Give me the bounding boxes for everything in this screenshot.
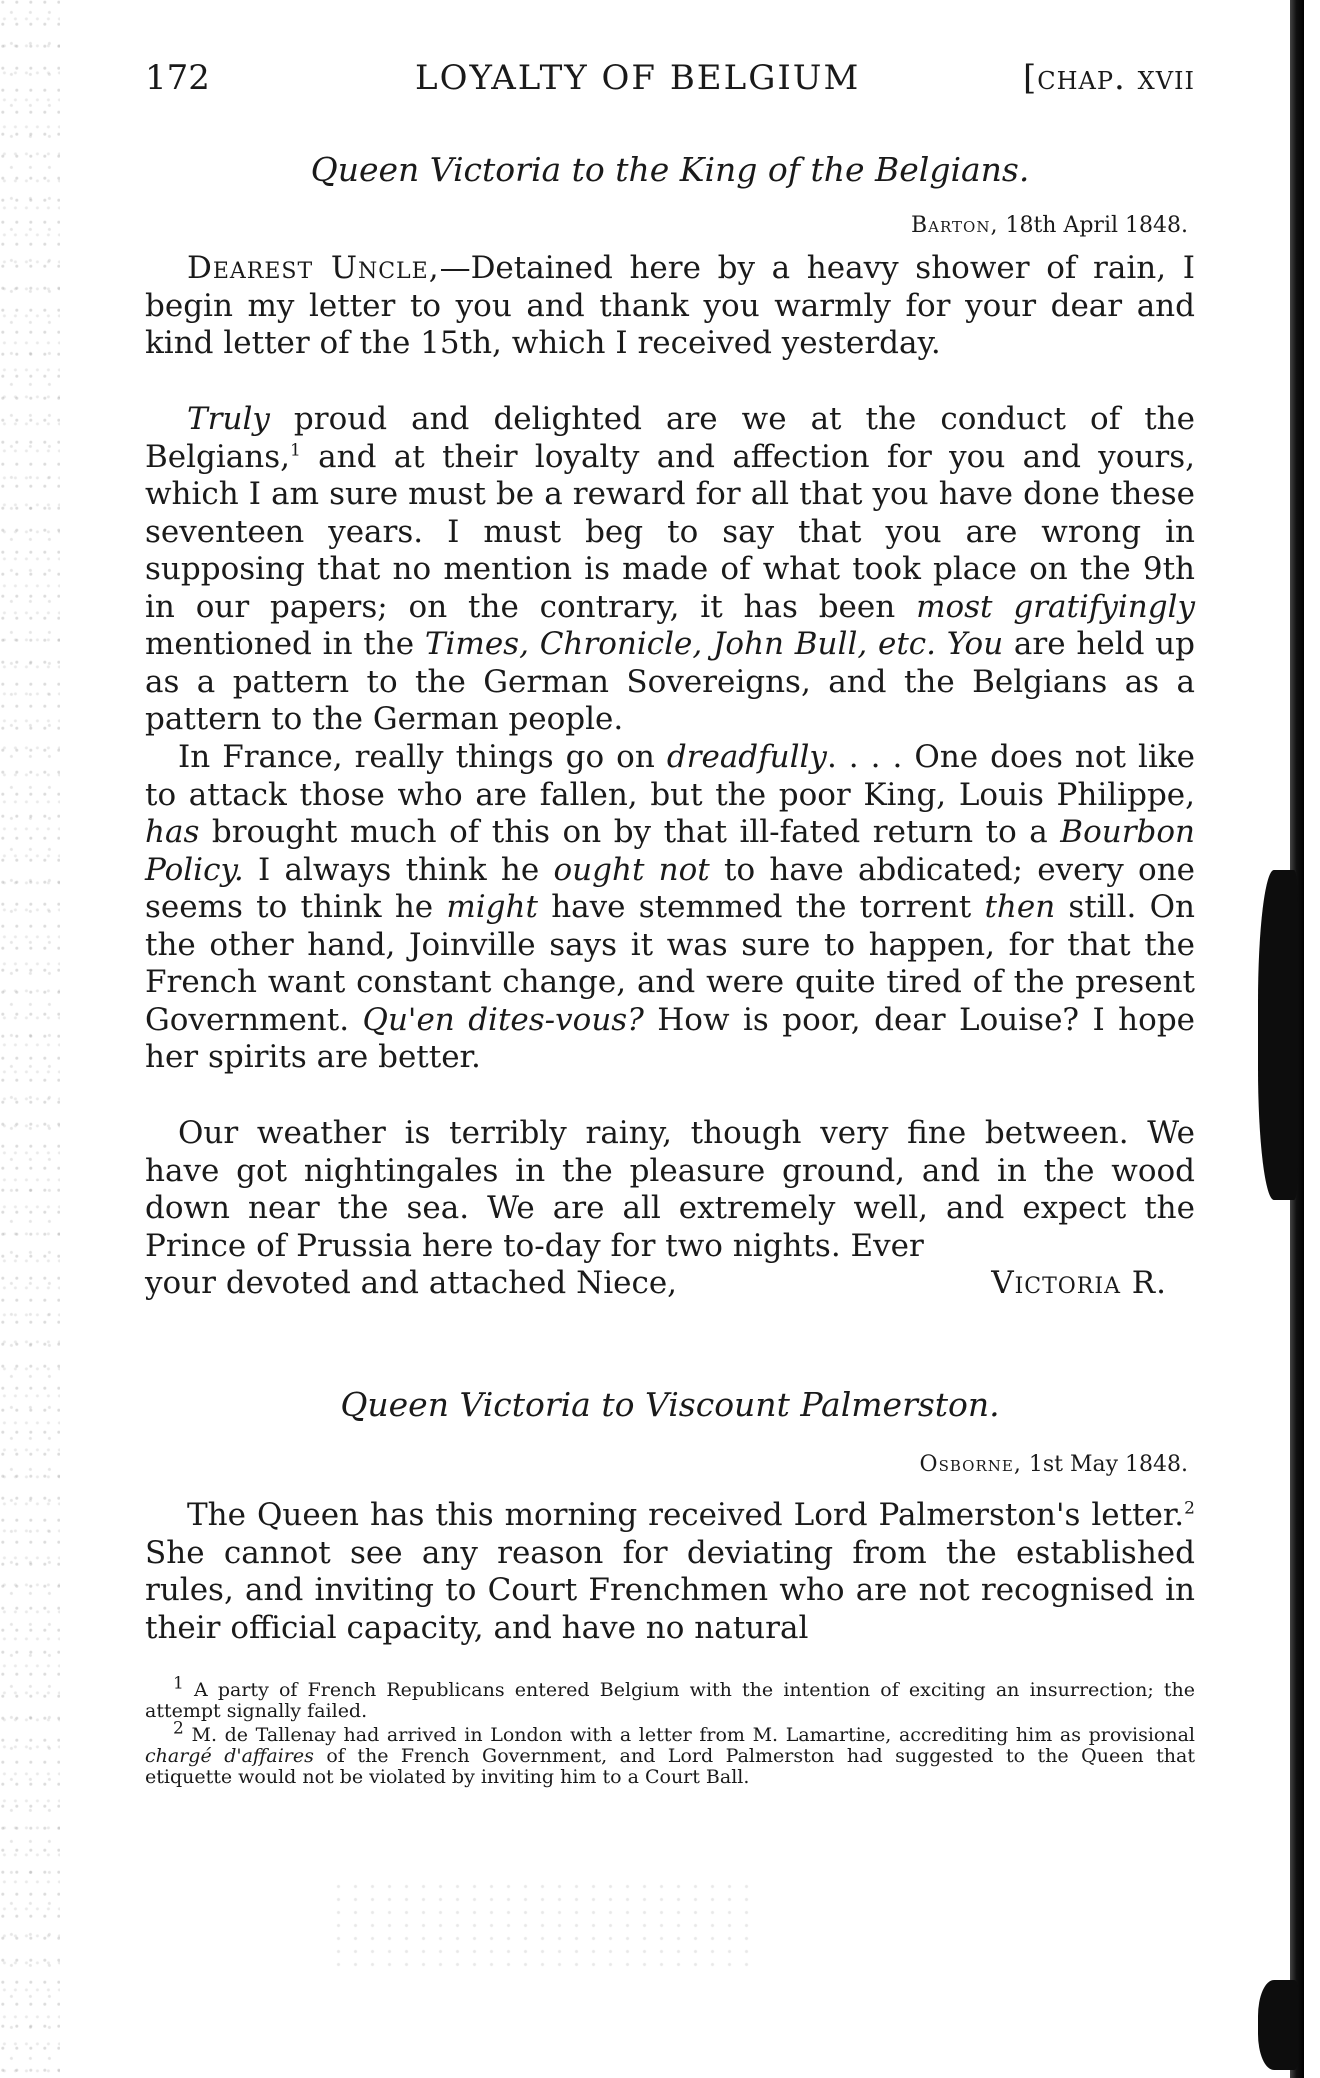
paragraph (145, 250, 1195, 363)
footnote-marker: 2 (173, 1718, 184, 1739)
paragraph-text: to have abdicated; every one seems to think he (145, 851, 1196, 925)
paragraph-text: She cannot see any reason for deviating from the established rules, and inviting to Court Frenchmen who are not recognised in their official capacity, and have no natural (145, 1534, 1195, 1646)
footnote (145, 1673, 1195, 1722)
emphasis: chargé d'affaires (145, 1745, 314, 1767)
letter-dateline (911, 213, 1188, 238)
footnotes (145, 1673, 1195, 1791)
footnote-text: M. de Tallenay had arrived in London with a letter from M. Lamartine, accrediting him as provisional (191, 1724, 1195, 1746)
dateline-date: 18th April 1848. (1005, 213, 1188, 238)
emphasis: has (145, 814, 200, 850)
paragraph (145, 1115, 1195, 1265)
paragraph (145, 1497, 1195, 1647)
footnote-ref: 1 (290, 440, 301, 461)
dateline-date: 1st May 1848. (1028, 1452, 1188, 1477)
footnote-text: A party of French Republicans entered Belgium with the intention of exciting an insurrection; the attempt signally failed. (145, 1679, 1195, 1722)
emphasis: Truly (187, 401, 270, 437)
emphasis: ought not (553, 851, 710, 888)
emphasis: Qu'en dites-vous? (362, 1001, 644, 1038)
chapter-reference: [chap. xvii (1022, 58, 1195, 98)
paragraph-text: The Queen has this morning received Lord Palmerston's letter. (187, 1497, 1185, 1533)
emphasis: then (984, 889, 1056, 925)
footnote-ref: 2 (1184, 1498, 1195, 1519)
emphasis: Times, Chronicle, John Bull, etc. (424, 626, 936, 662)
paragraph-text: and at their loyalty and affection for you and yours, which I am sure must be a reward for all that you have done these seventeen years. I must beg to say that you are wrong in supposing that no mention is made of what took place on the 9th in our papers; on the contrary, it has been (145, 438, 1195, 625)
emphasis: dreadfully (666, 739, 827, 775)
page-number: 172 (145, 58, 210, 98)
paragraph-text: In France, really things go on (178, 739, 667, 775)
emphasis: Bourbon Policy. (145, 814, 1195, 888)
dateline-place: Osborne, (919, 1452, 1022, 1477)
running-header (145, 58, 1195, 108)
dateline-place: Barton, (911, 213, 999, 238)
paragraph-text: I always think he (243, 851, 554, 888)
footnote (145, 1718, 1195, 1788)
emphasis: most gratifyingly (916, 588, 1195, 625)
emphasis: might (446, 889, 538, 925)
footnote-marker: 1 (173, 1673, 184, 1694)
letter-heading: Queen Victoria to Viscount Palmerston. (340, 1385, 1000, 1424)
paragraph-text: Our weather is terribly rainy, though very fine between. We have got nightingales in the pleasure ground, and in the wood down near the sea. We are all extremely well, and expect the Prince of Prussia here to-day for two nights. Ever (145, 1115, 1195, 1264)
paragraph-text: have stemmed the torrent (537, 889, 985, 925)
footnote-text: of the French Government, and Lord Palmerston had suggested to the Queen that etiquette would not be violated by inviting him to a Court Ball. (145, 1745, 1195, 1788)
closing-line (145, 1265, 1195, 1303)
paragraph-text: are held up as a pattern to the German Sovereigns, and the Belgians as a pattern to the German people. (145, 626, 1195, 737)
salutation: Dearest Uncle, (187, 250, 440, 286)
scan-shadow-blot (1258, 870, 1298, 1200)
scan-bottom-speckle (330, 1880, 750, 1970)
paragraph-text: —Detained here by a heavy shower of rain, I begin my letter to you and thank you warmly for your dear and kind letter of the 15th, which I received yesterday. (145, 250, 1195, 361)
paragraph (145, 401, 1195, 739)
paragraph-text: proud and delighted are we at the conduct of the Belgians, (145, 401, 1195, 475)
scan-margin-speckle (0, 0, 60, 2078)
scan-shadow-blot (1258, 1980, 1298, 2070)
signature: Victoria R. (991, 1265, 1167, 1301)
emphasis: You (946, 626, 1004, 662)
paragraph-text: brought much of this on by that ill-fated return to a (199, 814, 1061, 850)
running-title: LOYALTY OF BELGIUM (415, 58, 861, 98)
paragraph-text: still. On the other hand, Joinville says it was sure to happen, for that the French want constant change, and were quite tired of the present Government. (145, 889, 1195, 1038)
closing: your devoted and attached Niece, (145, 1265, 678, 1301)
paragraph-text: mentioned in the (145, 626, 425, 662)
paragraph (145, 739, 1195, 1077)
letter-heading: Queen Victoria to the King of the Belgians. (310, 150, 1030, 189)
paragraph-text: . . . . One does not like to attack those who are fallen, but the poor King, Louis Philippe, (145, 739, 1195, 813)
paragraph-text: How is poor, dear Louise? I hope her spirits are better. (145, 1001, 1196, 1075)
letter-dateline (920, 1452, 1188, 1477)
